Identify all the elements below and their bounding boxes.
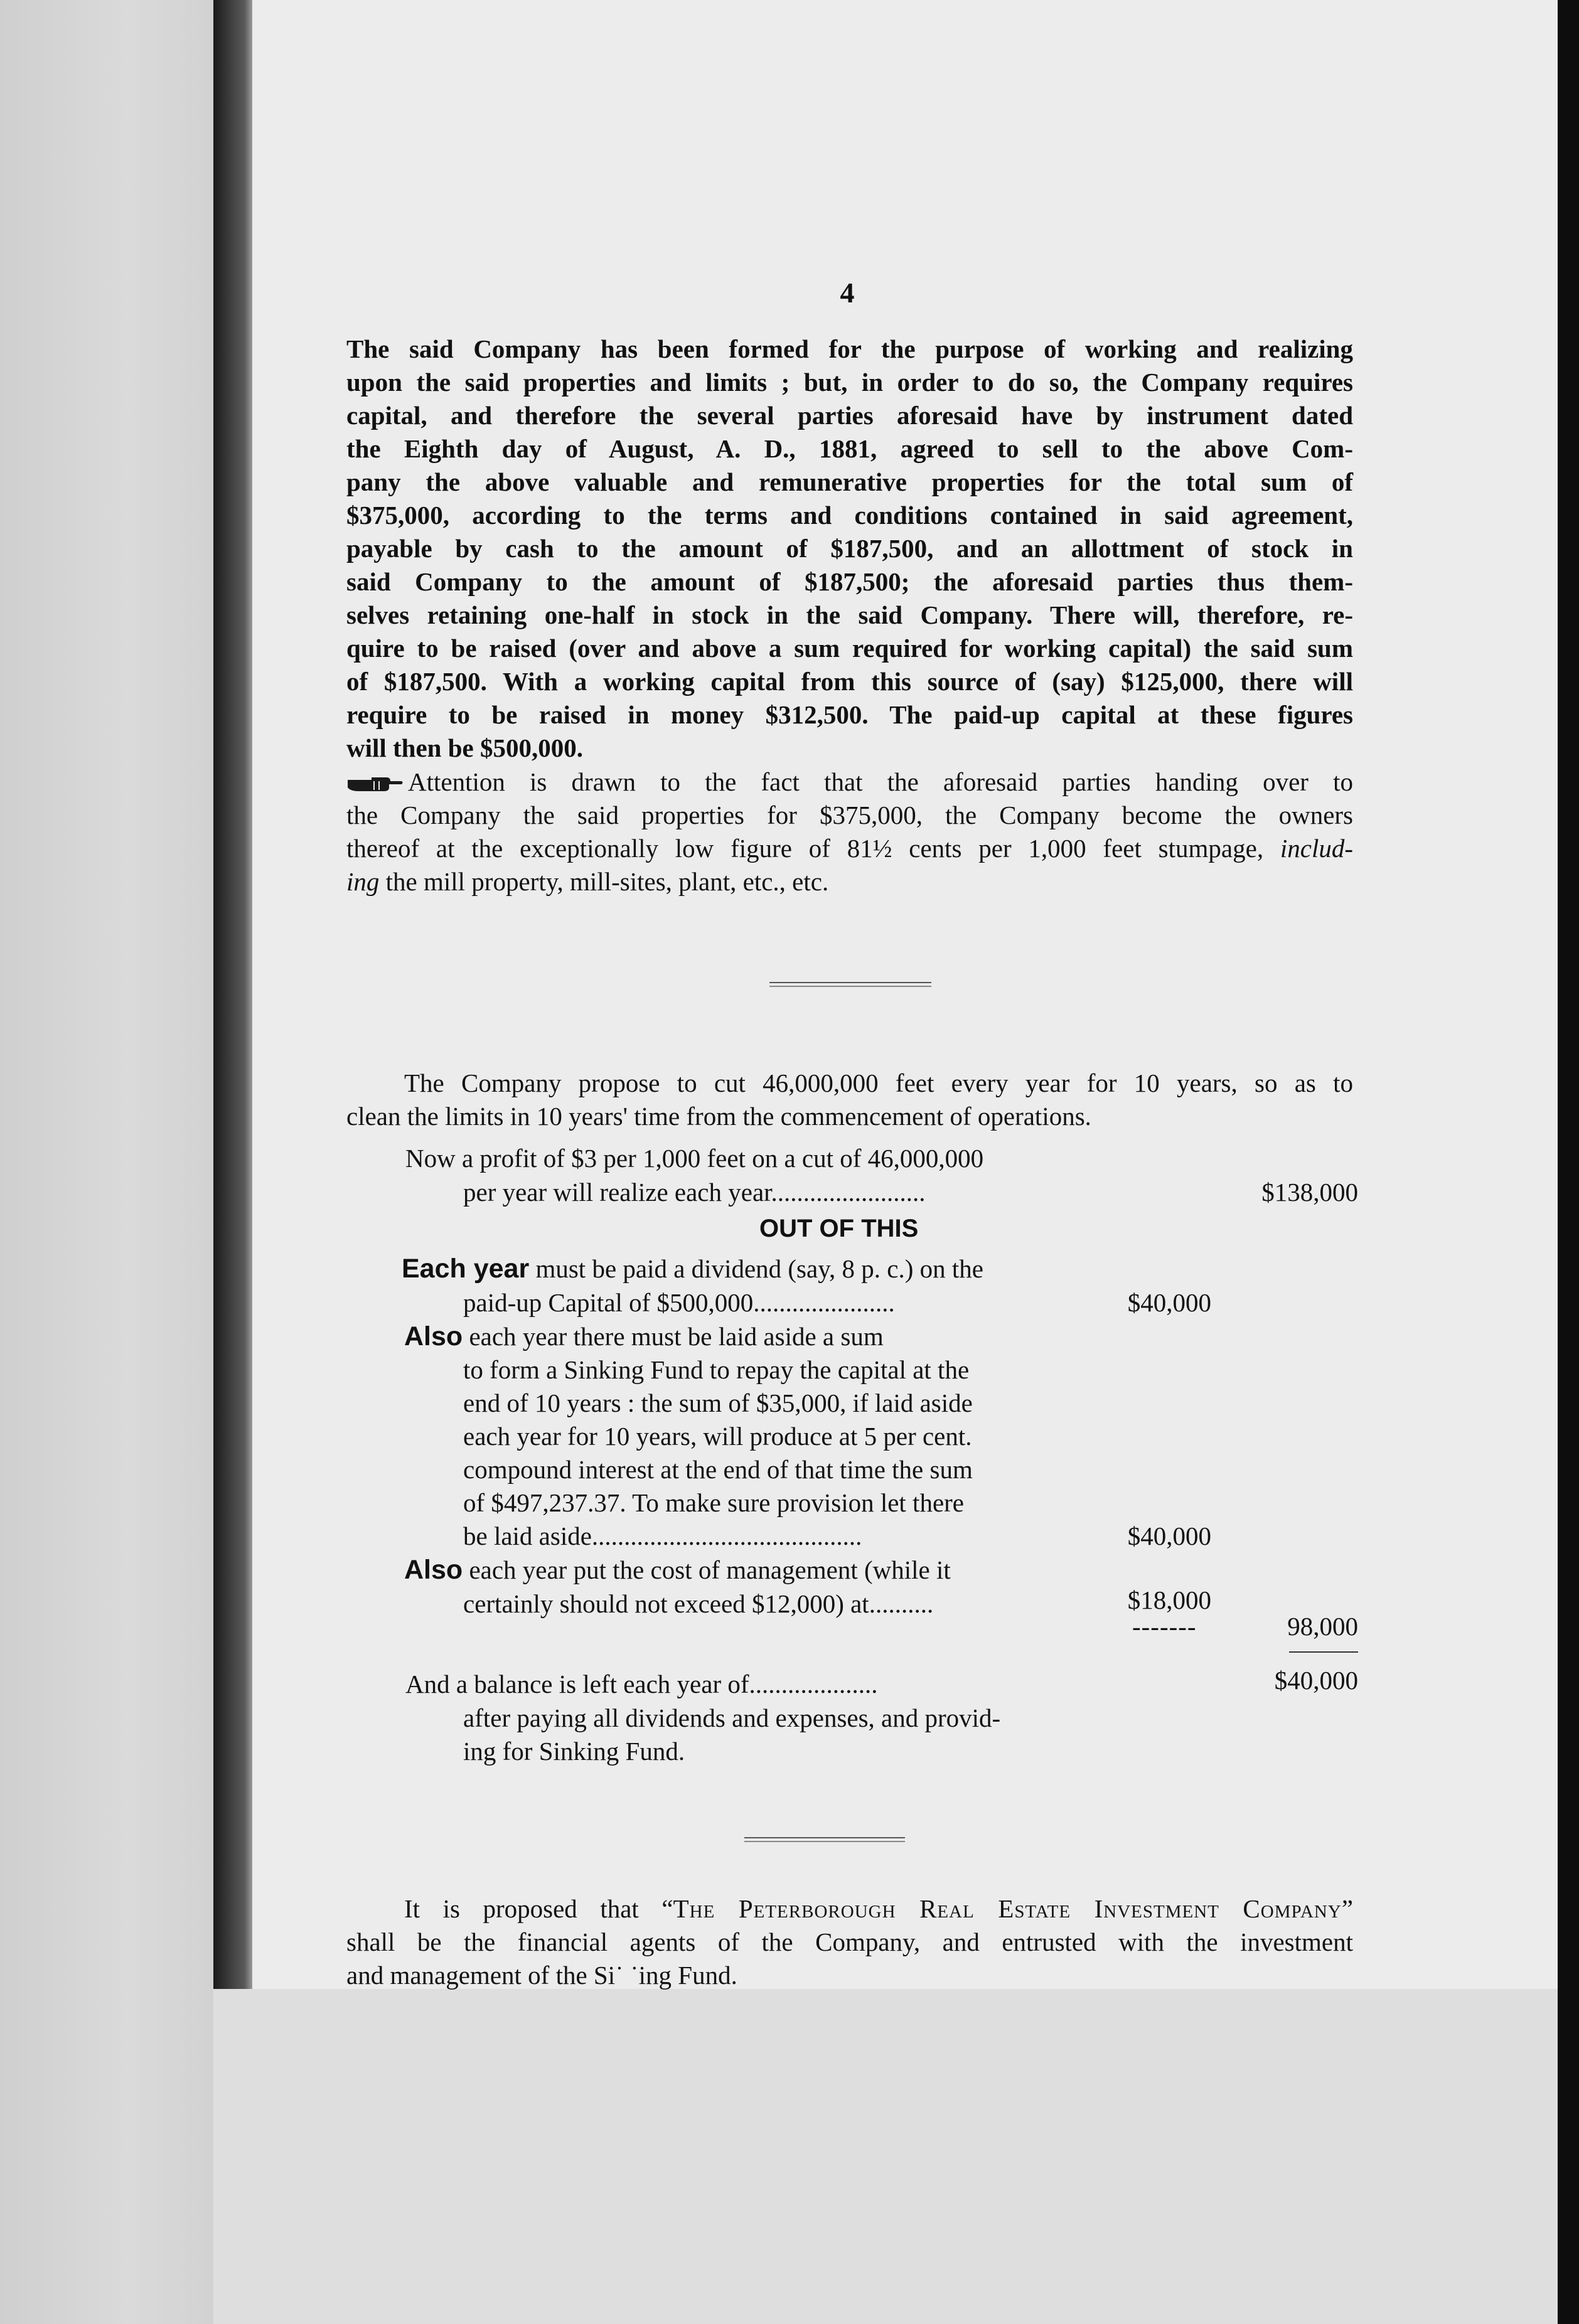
text-line: and management of the Si˙ ˙ing Fund.: [346, 1961, 737, 1990]
text-segment: ”: [1341, 1894, 1353, 1923]
subtotal-amount: 98,000: [1287, 1612, 1358, 1641]
text-line: will then be $500,000.: [346, 733, 583, 762]
item-sinking-fund-line: end of 10 years : the sum of $35,000, if laid aside: [463, 1389, 973, 1417]
item-dividend-line-2: paid-up Capital of $500,000......................: [463, 1288, 895, 1317]
paragraph-financial-agents: [346, 1892, 1353, 1992]
item-sinking-fund-line: of $497,237.37. To make sure provision let there: [463, 1488, 964, 1517]
item-dividend-line-1: [402, 1252, 983, 1286]
subtotal-dash: -------: [1132, 1612, 1197, 1641]
sinking-fund-amount: $40,000: [1127, 1522, 1211, 1550]
text-segment: It is proposed that “: [404, 1894, 673, 1923]
text-line: The Company propose to cut 46,000,000 feet every year for 10 years, so as to: [404, 1069, 1353, 1097]
paragraph-cut-plan: [346, 1067, 1353, 1133]
text-segment: the mill property, mill-sites, plant, etc., etc.: [385, 867, 829, 896]
item-sinking-fund-line: be laid aside..........................................: [463, 1522, 862, 1550]
item-lead: Each year: [402, 1254, 530, 1284]
text-line: payable by cash to the amount of $187,500, and an allottment of stock in: [346, 534, 1353, 563]
dividend-amount: $40,000: [1127, 1288, 1211, 1317]
balance-line-2: after paying all dividends and expenses, and provid-: [463, 1703, 1001, 1732]
page-number: 4: [840, 277, 855, 309]
pointing-hand-icon: [346, 774, 404, 796]
text-line: [346, 765, 1353, 799]
text-line: selves retaining one-half in stock in the said Company. There will, therefore, re-: [346, 600, 1353, 629]
item-lead: Also: [404, 1321, 463, 1351]
management-amount: $18,000: [1127, 1586, 1211, 1614]
item-sinking-fund-line: to form a Sinking Fund to repay the capital at the: [463, 1355, 970, 1384]
italic-text: ing: [346, 867, 380, 896]
text-line: the Eighth day of August, A. D., 1881, agreed to sell to the above Com-: [346, 434, 1353, 463]
section-divider: [769, 982, 931, 987]
balance-amount: $40,000: [1274, 1666, 1358, 1695]
text-line: capital, and therefore the several parties aforesaid have by instrument dated: [346, 401, 1353, 430]
text-line: of $187,500. With a working capital from this source of (say) $125,000, there will: [346, 667, 1353, 696]
item-sinking-fund-line: each year for 10 years, will produce at 5 per cent.: [463, 1422, 972, 1451]
item-lead: Also: [404, 1555, 463, 1585]
paragraph-company-formation: [346, 333, 1353, 765]
text-line: quire to be raised (over and above a sum required for working capital) the said sum: [346, 634, 1353, 663]
text-segment: must be paid a dividend (say, 8 p. c.) on the: [535, 1254, 983, 1283]
text-line: [346, 865, 1353, 898]
text-line: $375,000, according to the terms and conditions contained in said agreement,: [346, 501, 1353, 530]
item-management-line-2: certainly should not exceed $12,000) at..........: [463, 1589, 934, 1618]
item-sinking-fund-line-1: [404, 1320, 884, 1353]
text-segment: each year put the cost of management (while it: [469, 1555, 951, 1584]
profit-line-1: Now a profit of $3 per 1,000 feet on a cut of 46,000,000: [405, 1144, 984, 1173]
italic-text: includ-: [1280, 834, 1354, 863]
text-segment: thereof at the exceptionally low figure of 81½ cents per 1,000 feet stumpage,: [346, 834, 1264, 863]
section-divider: [744, 1837, 905, 1842]
text-line: [346, 832, 1353, 865]
text-line: The said Company has been formed for the purpose of working and realizing: [346, 334, 1353, 363]
profit-amount: $138,000: [1261, 1178, 1358, 1207]
text-line: clean the limits in 10 years' time from the commencement of operations.: [346, 1102, 1091, 1131]
balance-line-3: ing for Sinking Fund.: [463, 1737, 685, 1766]
text-line: shall be the financial agents of the Company, and entrusted with the investment: [346, 1927, 1353, 1956]
text-line: require to be raised in money $312,500. The paid-up capital at these figures: [346, 700, 1353, 729]
company-name: The Peterborough Real Estate Investment Company: [673, 1894, 1342, 1923]
text-line: said Company to the amount of $187,500; the aforesaid parties thus them-: [346, 567, 1353, 596]
balance-line-1: And a balance is left each year of....................: [405, 1670, 878, 1698]
text-segment: each year there must be laid aside a sum: [469, 1322, 884, 1351]
profit-line-2: per year will realize each year........................: [463, 1178, 926, 1207]
item-management-line-1: [404, 1554, 951, 1587]
attention-text: Attention is drawn to the fact that the aforesaid parties handing over to: [408, 767, 1353, 796]
item-sinking-fund-line: compound interest at the end of that time the sum: [463, 1455, 973, 1484]
out-of-this-heading: OUT OF THIS: [759, 1215, 919, 1242]
text-line: the Company the said properties for $375,000, the Company become the owners: [346, 801, 1353, 829]
total-underline: [1289, 1651, 1358, 1653]
text-line: upon the said properties and limits ; but, in order to do so, the Company requires: [346, 368, 1353, 397]
paragraph-attention: [346, 765, 1353, 898]
text-line: pany the above valuable and remunerative properties for the total sum of: [346, 467, 1353, 496]
text-line: [346, 1892, 1353, 1926]
